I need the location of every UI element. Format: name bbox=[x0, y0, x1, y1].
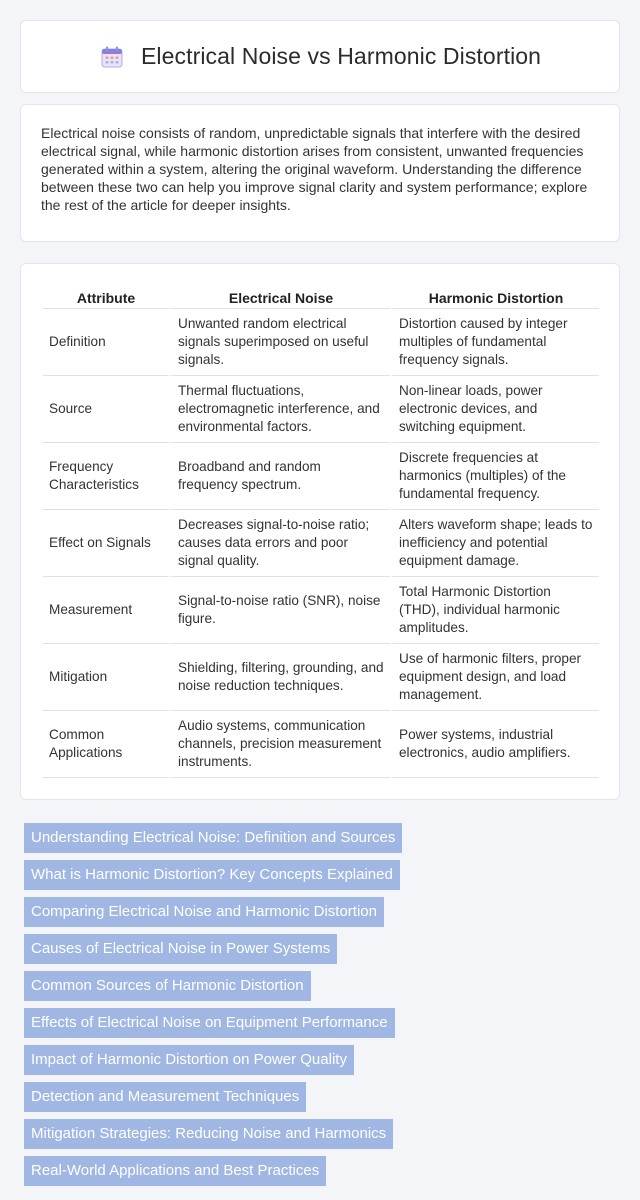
page-title: Electrical Noise vs Harmonic Distortion bbox=[140, 43, 542, 69]
table-row bbox=[43, 644, 599, 711]
table-row bbox=[43, 510, 599, 577]
row-attribute: Measurement bbox=[43, 577, 169, 644]
row-harmonic-value: Alters waveform shape; leads to inefficiency and potential equipment damage. bbox=[390, 510, 599, 577]
table-row bbox=[43, 309, 599, 376]
table-row bbox=[43, 577, 599, 644]
topic-link-mitigation-strategies[interactable]: Mitigation Strategies: Reducing Noise and Harmonics bbox=[24, 1119, 393, 1149]
row-harmonic-value: Non-linear loads, power electronic devices, and switching equipment. bbox=[390, 376, 599, 443]
topic-link-comparing[interactable]: Comparing Electrical Noise and Harmonic Distortion bbox=[24, 897, 384, 927]
row-harmonic-value: Total Harmonic Distortion (THD), individual harmonic amplitudes. bbox=[390, 577, 599, 644]
header-attribute: Attribute bbox=[43, 281, 169, 309]
row-attribute: Source bbox=[43, 376, 169, 443]
comparison-table bbox=[43, 281, 599, 778]
row-noise-value: Audio systems, communication channels, precision measurement instruments. bbox=[169, 711, 390, 778]
row-harmonic-value: Power systems, industrial electronics, audio amplifiers. bbox=[390, 711, 599, 778]
topic-links bbox=[24, 823, 624, 1193]
table-row bbox=[43, 443, 599, 510]
row-attribute: Common Applications bbox=[43, 711, 169, 778]
comparison-table-card bbox=[20, 263, 620, 800]
row-noise-value: Signal-to-noise ratio (SNR), noise figure. bbox=[169, 577, 390, 644]
row-attribute: Effect on Signals bbox=[43, 510, 169, 577]
topic-link-causes-of-noise[interactable]: Causes of Electrical Noise in Power Systems bbox=[24, 934, 337, 964]
intro-card bbox=[20, 104, 620, 242]
topic-link-applications[interactable]: Real-World Applications and Best Practices bbox=[24, 1156, 326, 1186]
row-attribute: Frequency Characteristics bbox=[43, 443, 169, 510]
row-harmonic-value: Distortion caused by integer multiples of fundamental frequency signals. bbox=[390, 309, 599, 376]
row-noise-value: Thermal fluctuations, electromagnetic interference, and environmental factors. bbox=[169, 376, 390, 443]
table-row bbox=[43, 376, 599, 443]
row-harmonic-value: Discrete frequencies at harmonics (multiples) of the fundamental frequency. bbox=[390, 443, 599, 510]
intro-text: Electrical noise consists of random, unpredictable signals that interfere with the desired electrical signal, while harmonic distortion arises from consistent, unwanted frequencies generated within a system, altering the original waveform. Understanding the difference between these two can help you improve signal clarity and system performance; explore the rest of the article for deeper insights. bbox=[41, 125, 588, 213]
row-attribute: Definition bbox=[43, 309, 169, 376]
header-harmonic-distortion: Harmonic Distortion bbox=[390, 281, 599, 309]
row-noise-value: Broadband and random frequency spectrum. bbox=[169, 443, 390, 510]
row-noise-value: Shielding, filtering, grounding, and noise reduction techniques. bbox=[169, 644, 390, 711]
table-row bbox=[43, 711, 599, 778]
row-noise-value: Decreases signal-to-noise ratio; causes data errors and poor signal quality. bbox=[169, 510, 390, 577]
header-card bbox=[20, 20, 620, 93]
header-electrical-noise: Electrical Noise bbox=[169, 281, 390, 309]
topic-link-effects-of-noise[interactable]: Effects of Electrical Noise on Equipment Performance bbox=[24, 1008, 395, 1038]
topic-link-understanding-noise[interactable]: Understanding Electrical Noise: Definition and Sources bbox=[24, 823, 402, 853]
topic-link-detection-measurement[interactable]: Detection and Measurement Techniques bbox=[24, 1082, 306, 1112]
topic-link-what-is-harmonic-distortion[interactable]: What is Harmonic Distortion? Key Concepts Explained bbox=[24, 860, 400, 890]
calendar-icon bbox=[99, 44, 125, 70]
row-noise-value: Unwanted random electrical signals superimposed on useful signals. bbox=[169, 309, 390, 376]
table-header-row bbox=[43, 281, 599, 309]
row-attribute: Mitigation bbox=[43, 644, 169, 711]
row-harmonic-value: Use of harmonic filters, proper equipment design, and load management. bbox=[390, 644, 599, 711]
title-wrap bbox=[99, 43, 541, 70]
topic-link-sources-of-harmonics[interactable]: Common Sources of Harmonic Distortion bbox=[24, 971, 311, 1001]
topic-link-impact-on-power-quality[interactable]: Impact of Harmonic Distortion on Power Quality bbox=[24, 1045, 354, 1075]
